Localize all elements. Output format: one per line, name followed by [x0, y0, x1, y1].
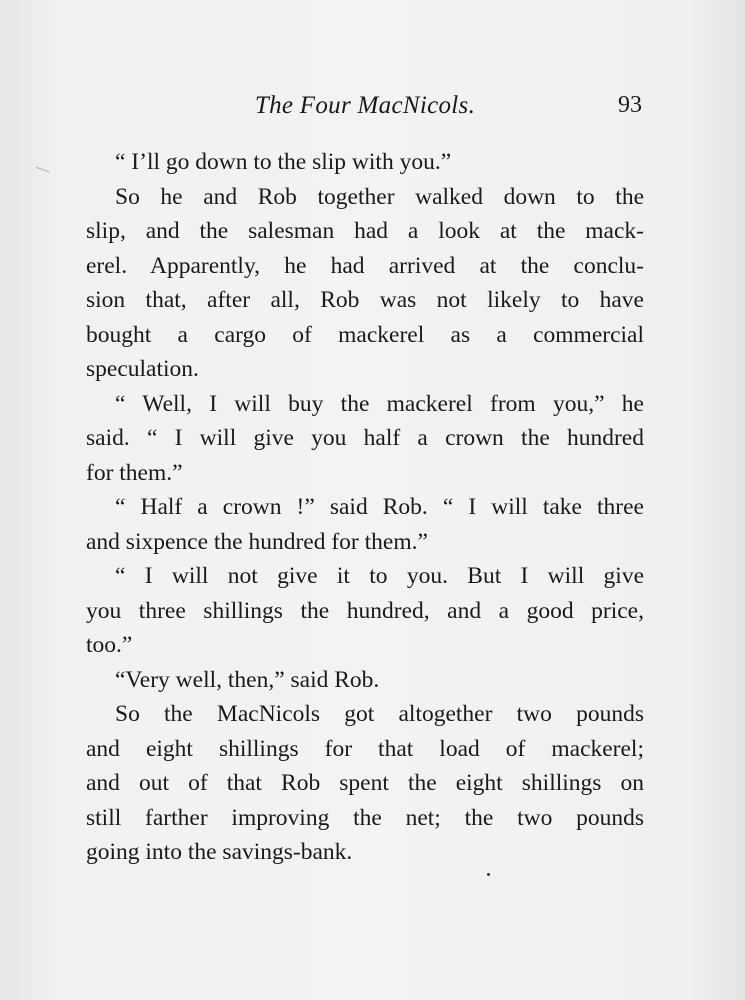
page-number: 93	[618, 92, 642, 118]
text-line: So the MacNicols got altogether two pounds	[115, 701, 644, 727]
running-head	[86, 92, 644, 128]
text-line: slip, and the salesman had a look at the mack-	[86, 218, 644, 244]
text-line: “ Well, I will buy the mackerel from you,” he	[115, 390, 644, 417]
text-line: “ Half a crown !” said Rob. “ I will take three	[115, 494, 644, 520]
text-line: speculation.	[86, 356, 199, 382]
text-line: for them.”	[86, 459, 183, 486]
text-line: “ I will not give it to you. But I will give	[115, 563, 644, 589]
text-line: and eight shillings for that load of mackerel;	[86, 735, 644, 762]
text-line: So he and Rob together walked down to the	[115, 183, 644, 210]
text-line: “ I’ll go down to the slip with you.”	[115, 149, 452, 175]
text-line: bought a cargo of mackerel as a commercial	[86, 321, 644, 348]
body-text	[86, 145, 644, 870]
text-line: you three shillings the hundred, and a good price,	[86, 597, 644, 624]
text-line: and out of that Rob spent the eight shillings on	[86, 770, 644, 796]
ink-dot	[487, 873, 490, 876]
text-line: erel. Apparently, he had arrived at the conclu-	[86, 252, 644, 279]
text-line: “Very well, then,” said Rob.	[115, 666, 380, 693]
text-line: sion that, after all, Rob was not likely to have	[86, 287, 644, 313]
text-line: going into the savings-bank.	[86, 839, 353, 865]
text-line: said. “ I will give you half a crown the hundred	[86, 425, 644, 451]
running-head-title: The Four MacNicols.	[254, 92, 476, 119]
text-line: and sixpence the hundred for them.”	[86, 528, 428, 555]
text-line: still farther improving the net; the two pounds	[86, 804, 644, 831]
text-line: too.”	[86, 632, 133, 658]
margin-mark	[36, 164, 51, 172]
